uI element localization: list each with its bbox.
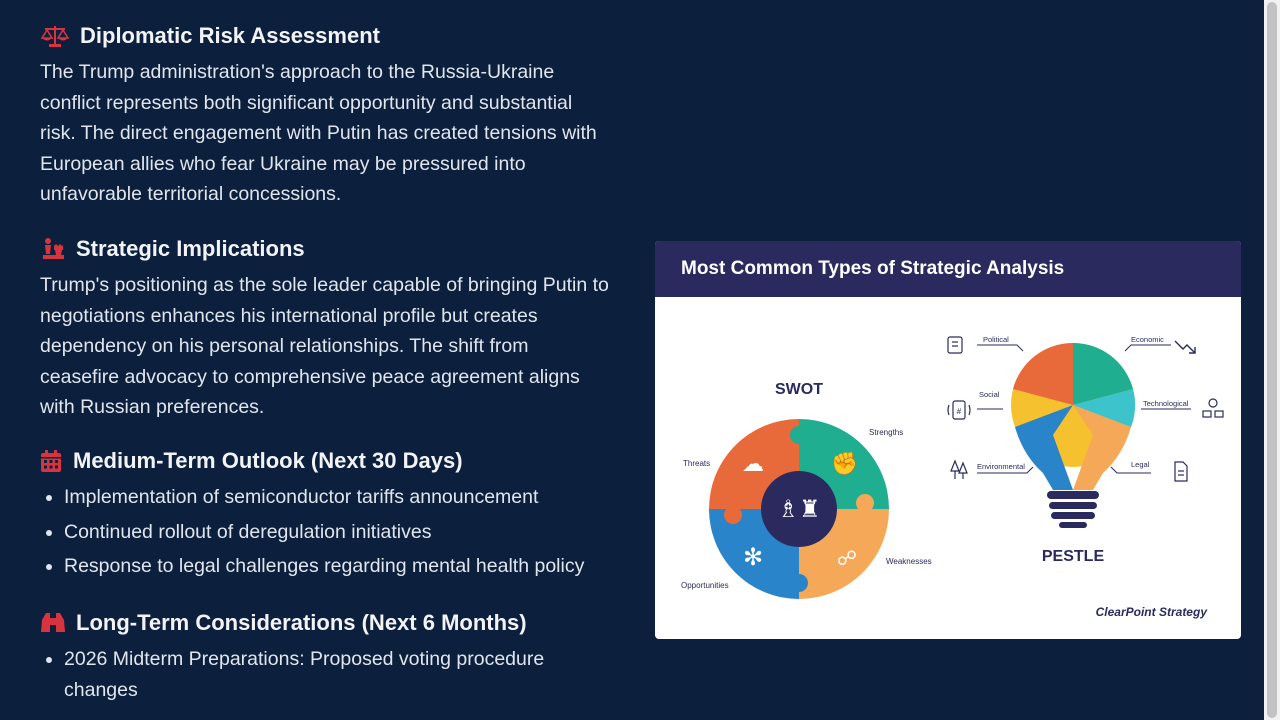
list-item: • Continued rollout of deregulation initiatives xyxy=(64,517,640,548)
section-paragraph xyxy=(40,270,640,423)
list-item-line: changes xyxy=(64,678,138,701)
swot-strengths: Strengths xyxy=(869,428,904,437)
svg-text:☁: ☁ xyxy=(742,452,764,477)
paragraph-line: European allies who fear Ukraine may be pressured into xyxy=(40,152,526,175)
chess-icon xyxy=(40,237,66,261)
swot-weaknesses: Weaknesses xyxy=(886,557,932,566)
list-item-line: 2026 Midterm Preparations: Proposed voting procedure xyxy=(64,648,545,670)
section-medium-term xyxy=(40,446,640,586)
section-title: Long-Term Considerations (Next 6 Months) xyxy=(76,610,527,635)
svg-text:✻: ✻ xyxy=(742,543,764,571)
balance-scale-icon xyxy=(40,24,70,48)
scrollbar[interactable] xyxy=(1264,0,1280,720)
technological-icon xyxy=(1203,399,1223,417)
section-heading xyxy=(40,446,640,476)
section-heading xyxy=(40,608,640,638)
section-long-term xyxy=(40,608,640,709)
svg-text:✊: ✊ xyxy=(831,452,859,477)
swot-threats: Threats xyxy=(683,459,711,468)
section-title: Diplomatic Risk Assessment xyxy=(80,23,380,48)
list-item: • Response to legal challenges regarding mental health policy xyxy=(64,551,640,582)
environmental-icon xyxy=(951,461,967,479)
figure-title: Most Common Types of Strategic Analysis xyxy=(655,241,1241,297)
strategic-analysis-figure xyxy=(655,241,1241,639)
outlook-list xyxy=(40,482,640,582)
binoculars-icon xyxy=(40,611,66,635)
section-diplomatic xyxy=(40,21,640,210)
considerations-list xyxy=(40,644,640,705)
economic-icon xyxy=(1175,341,1195,353)
list-item: • Implementation of semiconductor tariffs announcement xyxy=(64,482,640,513)
pestle-label: PESTLE xyxy=(1041,548,1105,565)
swot-wheel xyxy=(709,419,889,599)
brand-logo: ClearPoint Strategy xyxy=(1095,605,1207,619)
paragraph-line: conflict represents both significant opportunity and substantial xyxy=(40,91,573,114)
paragraph-line: Trump's positioning as the sole leader capable of bringing Putin to xyxy=(40,274,609,296)
swot-opportunities: Opportunities xyxy=(681,581,729,590)
paragraph-line: dependency on his personal relationships. The shift from xyxy=(40,335,529,358)
paragraph-line: ceasefire advocacy to comprehensive peace agreement aligns xyxy=(40,365,580,388)
section-strategic xyxy=(40,234,640,423)
section-heading xyxy=(40,21,640,51)
figure-illustration xyxy=(655,297,1241,639)
svg-text:☍: ☍ xyxy=(836,546,858,570)
scrollbar-thumb[interactable] xyxy=(1267,2,1277,718)
political-icon xyxy=(948,337,962,353)
pestle-bulb xyxy=(1011,343,1135,528)
swot-label: SWOT xyxy=(775,381,823,398)
list-item xyxy=(64,644,640,705)
pestle-social: Social xyxy=(979,390,1000,399)
paragraph-line: risk. The direct engagement with Putin has created tensions with xyxy=(40,122,597,145)
pestle-political: Political xyxy=(983,335,1009,344)
pestle-economic: Economic xyxy=(1131,335,1164,344)
social-icon xyxy=(948,401,970,419)
pestle-environmental: Environmental xyxy=(977,462,1025,471)
paragraph-line: The Trump administration's approach to the Russia-Ukraine xyxy=(40,61,555,83)
svg-text:♗♜: ♗♜ xyxy=(777,495,821,523)
section-title: Strategic Implications xyxy=(76,236,305,261)
paragraph-line: with Russian preferences. xyxy=(40,396,265,419)
section-heading xyxy=(40,234,640,264)
paragraph-line: unfavorable territorial concessions. xyxy=(40,183,342,206)
section-title: Medium-Term Outlook (Next 30 Days) xyxy=(73,448,463,473)
section-paragraph xyxy=(40,57,640,210)
pestle-legal: Legal xyxy=(1131,460,1150,469)
svg-text:#: # xyxy=(956,407,962,416)
legal-icon xyxy=(1175,462,1187,481)
calendar-icon xyxy=(40,449,62,473)
paragraph-line: negotiations enhances his international profile but creates xyxy=(40,304,538,327)
pestle-technological: Technological xyxy=(1143,399,1189,408)
